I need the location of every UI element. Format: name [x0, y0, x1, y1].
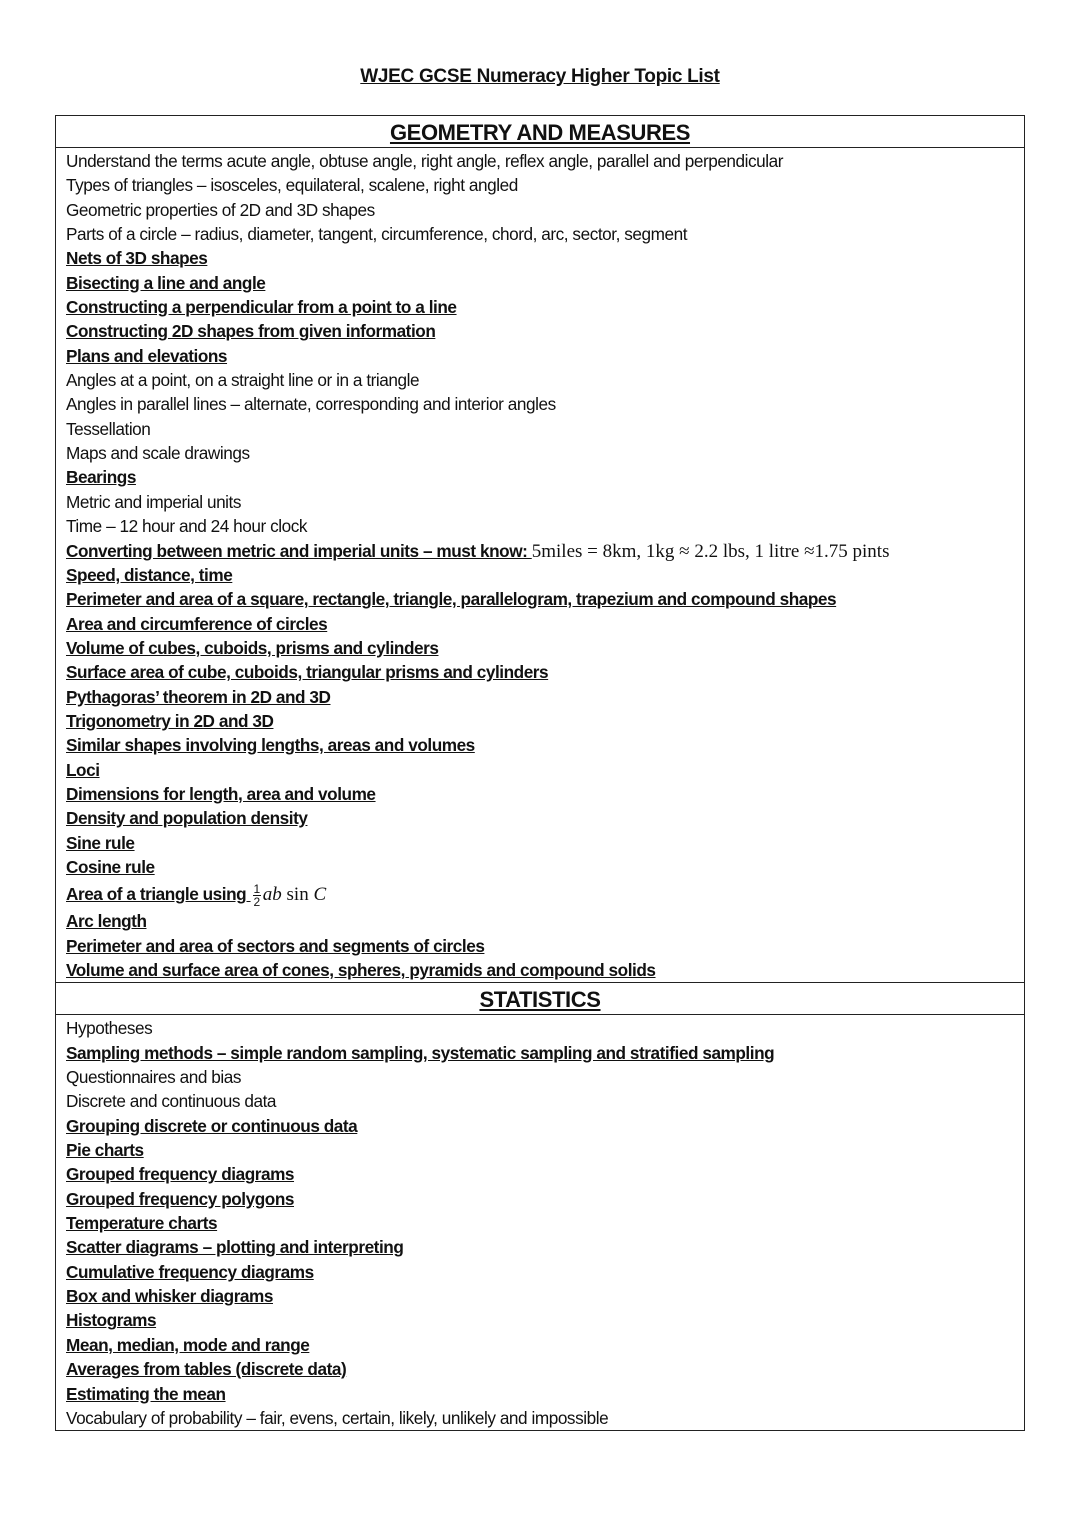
topic-item [66, 441, 1024, 465]
topic-label: Speed, distance, time [66, 564, 233, 585]
topic-item [66, 1260, 1024, 1284]
topic-item [66, 1211, 1024, 1235]
topic-label: Cumulative frequency diagrams [66, 1261, 314, 1282]
topic-label: Geometric properties of 2D and 3D shapes [66, 199, 375, 220]
topic-label: Vocabulary of probability – fair, evens, certain, likely, unlikely and impossible [66, 1407, 609, 1428]
topic-label: Parts of a circle – radius, diameter, tangent, circumference, chord, arc, sector, segment [66, 224, 688, 245]
formula-variables: ab [262, 884, 282, 906]
topic-label: Sampling methods – simple random sampling, systematic sampling and stratified sampling [66, 1042, 775, 1063]
fraction-denominator: 2 [253, 895, 260, 910]
topic-item [66, 685, 1024, 709]
topic-label: Maps and scale drawings [66, 443, 250, 464]
topic-item [66, 1187, 1024, 1211]
topic-label: Converting between metric and imperial units – must know: [66, 540, 532, 561]
topic-item [66, 1308, 1024, 1332]
topic-item [66, 1357, 1024, 1381]
topic-item [66, 636, 1024, 660]
topic-label: Constructing 2D shapes from given information [66, 321, 436, 342]
topic-item [66, 1016, 1024, 1040]
fraction-numerator: 1 [253, 882, 260, 897]
topic-label: Dimensions for length, area and volume [66, 783, 376, 804]
formula-angle: C [313, 884, 327, 906]
topic-label: Volume and surface area of cones, spheres, pyramids and compound solids [66, 960, 656, 980]
section-heading-geometry: GEOMETRY AND MEASURES [56, 116, 1024, 148]
topic-label: Perimeter and area of a square, rectangle, triangle, parallelogram, trapezium and compound shapes [66, 589, 837, 610]
topic-item [66, 514, 1024, 538]
topic-item [66, 831, 1024, 855]
topic-label: Cosine rule [66, 856, 155, 877]
topic-item [66, 271, 1024, 295]
topic-label: Arc length [66, 911, 147, 932]
topic-label: Loci [66, 759, 100, 780]
topic-label: Pythagoras’ theorem in 2D and 3D [66, 686, 331, 707]
topic-item [66, 149, 1024, 173]
topic-label: Trigonometry in 2D and 3D [66, 710, 274, 731]
topic-item [66, 758, 1024, 782]
topic-label: Nets of 3D shapes [66, 248, 208, 269]
topic-label: Averages from tables (discrete data) [66, 1359, 347, 1380]
topic-label: Time – 12 hour and 24 hour clock [66, 516, 308, 537]
topic-label: Bearings [66, 467, 136, 488]
topic-item [66, 344, 1024, 368]
topic-item [66, 1114, 1024, 1138]
topic-label: Area of a triangle using [66, 884, 251, 905]
topic-item [66, 563, 1024, 587]
topic-item [66, 587, 1024, 611]
topic-label: Histograms [66, 1310, 157, 1331]
topic-label: Mean, median, mode and range [66, 1334, 310, 1355]
topic-item [66, 1138, 1024, 1162]
topic-label: Sine rule [66, 832, 135, 853]
topic-item [66, 1162, 1024, 1186]
topic-item [66, 173, 1024, 197]
topic-label: Bisecting a line and angle [66, 272, 266, 293]
topic-item [66, 709, 1024, 733]
topic-item [66, 612, 1024, 636]
topic-item [66, 198, 1024, 222]
fraction-one-half [253, 883, 261, 908]
topic-label: Tessellation [66, 418, 151, 439]
topic-label: Similar shapes involving lengths, areas and volumes [66, 735, 475, 756]
topic-label: Scatter diagrams – plotting and interpreting [66, 1237, 404, 1258]
topic-item [66, 1333, 1024, 1357]
topic-item [66, 782, 1024, 806]
section-heading-statistics: STATISTICS [56, 982, 1024, 1015]
conversion-formula: 5miles = 8km, 1kg ≈ 2.2 lbs, 1 litre ≈1.75 pints [531, 540, 890, 562]
topic-item [66, 417, 1024, 441]
topic-item [66, 368, 1024, 392]
document-title: WJEC GCSE Numeracy Higher Topic List [360, 66, 720, 87]
topic-item [66, 1235, 1024, 1259]
statistics-topic-list [56, 1015, 1024, 1430]
topic-item [66, 1382, 1024, 1406]
geometry-topic-list [56, 148, 1024, 982]
topic-label: Angles in parallel lines – alternate, corresponding and interior angles [66, 394, 556, 415]
topic-item [66, 855, 1024, 879]
topic-item [66, 465, 1024, 489]
topic-item [66, 958, 1024, 982]
topic-item [66, 392, 1024, 416]
topic-label: Volume of cubes, cuboids, prisms and cylinders [66, 637, 439, 658]
topic-label: Temperature charts [66, 1213, 218, 1234]
topic-label: Estimating the mean [66, 1383, 226, 1404]
topic-item [66, 1041, 1024, 1065]
topic-item [66, 1089, 1024, 1113]
topic-item [66, 246, 1024, 270]
topic-label: Grouped frequency polygons [66, 1188, 294, 1209]
formula-function: sin [281, 884, 314, 906]
topic-item [66, 319, 1024, 343]
topic-item [66, 1065, 1024, 1089]
topic-label: Constructing a perpendicular from a point to a line [66, 297, 457, 318]
topic-item [66, 879, 1024, 909]
topic-item [66, 539, 1024, 563]
topic-label: Understand the terms acute angle, obtuse angle, right angle, reflex angle, parallel and perpendicular [66, 151, 784, 171]
topic-item [66, 295, 1024, 319]
topic-label: Metric and imperial units [66, 491, 242, 512]
topic-label: Density and population density [66, 808, 308, 829]
topic-label: Grouping discrete or continuous data [66, 1115, 358, 1136]
topic-item [66, 733, 1024, 757]
topic-table [55, 115, 1025, 1431]
topic-label: Questionnaires and bias [66, 1067, 242, 1088]
topic-label: Angles at a point, on a straight line or in a triangle [66, 370, 420, 391]
topic-label: Surface area of cube, cuboids, triangular prisms and cylinders [66, 662, 549, 683]
topic-label: Types of triangles – isosceles, equilateral, scalene, right angled [66, 175, 518, 196]
topic-label: Hypotheses [66, 1018, 153, 1039]
topic-label: Plans and elevations [66, 345, 228, 366]
topic-item [66, 909, 1024, 933]
topic-item [66, 1406, 1024, 1430]
topic-label: Grouped frequency diagrams [66, 1164, 295, 1185]
topic-label: Discrete and continuous data [66, 1091, 277, 1112]
topic-item [66, 222, 1024, 246]
topic-label: Area and circumference of circles [66, 613, 328, 634]
topic-label: Perimeter and area of sectors and segments of circles [66, 935, 485, 956]
topic-item [66, 660, 1024, 684]
topic-item [66, 934, 1024, 958]
topic-label: Box and whisker diagrams [66, 1286, 273, 1307]
topic-item [66, 490, 1024, 514]
topic-item [66, 806, 1024, 830]
topic-item [66, 1284, 1024, 1308]
topic-label: Pie charts [66, 1140, 144, 1161]
